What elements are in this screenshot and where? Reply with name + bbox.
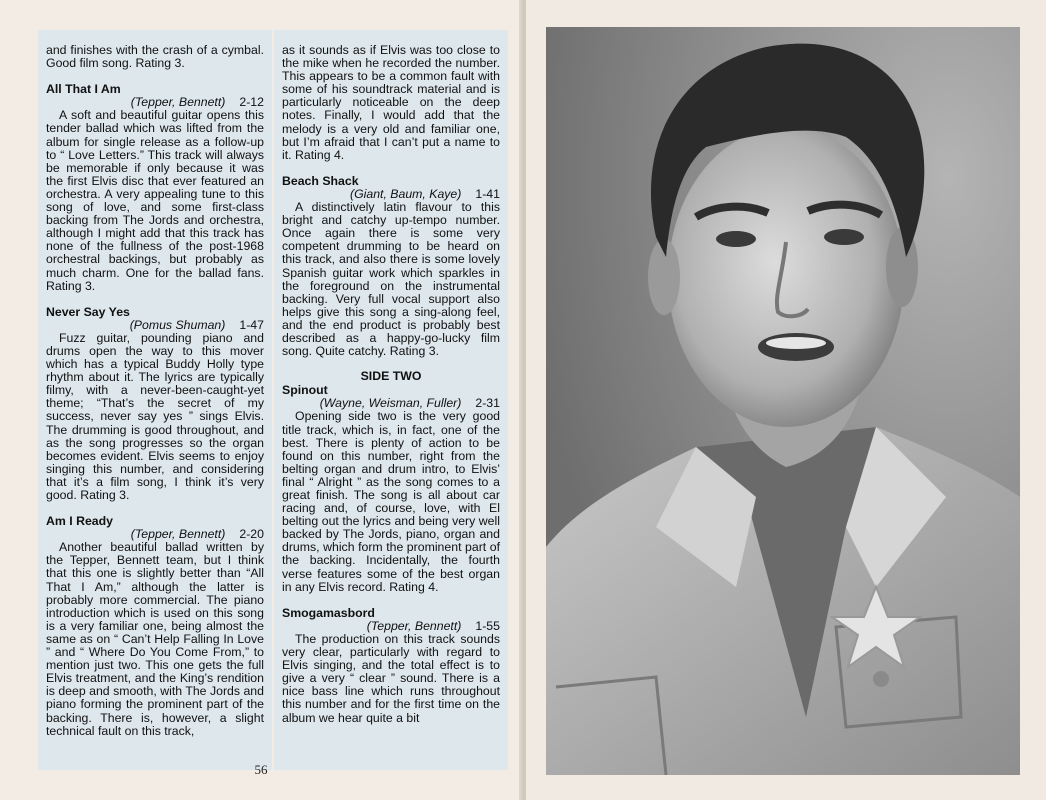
song-writers: (Pomus Shuman)	[129, 317, 226, 332]
song-duration: 1-47	[239, 317, 264, 332]
song-writers: (Tepper, Bennett)	[130, 95, 226, 110]
song-writers: (Tepper, Bennett)	[366, 618, 462, 633]
continued-paragraph: and finishes with the crash of a cymbal. Good film song. Rating 3.	[46, 43, 264, 71]
song-duration: 1-55	[475, 618, 500, 633]
song-duration: 2-12	[239, 95, 264, 110]
song-review: Fuzz guitar, pounding piano and drums open the way to this mover which has a typical Buddy Holly type rhythm about it. The lyrics are typically filmy, with a never-been-caught-yet theme; “That’s the secret of my success, never say yes ” sings Elvis. The drumming is good throughout, and as the song progresses so the organ becomes evident. Elvis seems to enjoy singing this number, and considering that it’s a film song, I think it’s very good. Rating 3.	[46, 330, 264, 502]
song-writers: (Tepper, Bennett)	[130, 527, 226, 542]
song-title-spinout: Spinout	[282, 383, 328, 398]
song-review: The production on this track sounds very clear, particularly with regard to Elvis singing, and the total effect is to give a very “ clear ” sound. There is a nice bass line which runs throughout this number and for the first time on the album we hear quite a bit	[282, 631, 500, 725]
page-number: 56	[254, 762, 268, 777]
song-duration: 2-20	[239, 527, 264, 542]
side-two-heading: SIDE TWO	[360, 369, 422, 384]
song-title-smogamasbord: Smogamasbord	[282, 605, 375, 620]
portrait-photo	[546, 27, 1020, 775]
text-column-right	[274, 30, 508, 770]
text-column-left	[38, 30, 272, 770]
song-title-never-say-yes: Never Say Yes	[46, 304, 130, 319]
song-title-am-i-ready: Am I Ready	[46, 514, 113, 529]
song-credit	[46, 319, 264, 332]
song-review: A distinctively latin flavour to this bright and catchy up-tempo number. Once again there is some very competent drumming to be heard on this track, and also there is some lovely Spanish guitar work which sparkles in the foreground on the instrumental backing. Very full vocal support also helps give this song a sing-along feel, and the end product is probably best described as a happy-go-lucky film song. Quite catchy. Rating 3.	[282, 200, 500, 359]
song-review: Opening side two is the very good title track, which is, in fact, one of the best. There is plenty of action to be found on this number, right from the belting organ and drum intro, to Elvis’ final “ Alright ” as the song comes to a great finish. The song is all about car racing and, of course, love, with El belting out the lyrics and being very well backed by The Jords, piano, organ and drums, which form the prominent part of the backing. Incidentally, the fourth verse features some of the best organ in any Elvis record. Rating 4.	[282, 409, 500, 594]
song-duration: 1-41	[475, 186, 500, 201]
song-title-all-that-i-am: All That I Am	[46, 82, 121, 97]
left-page	[0, 0, 522, 800]
song-credit	[282, 620, 500, 633]
continued-paragraph: as it sounds as if Elvis was too close to the mike when he recorded the number. This appears to be a common fault with some of his soundtrack material and is particularly noticeable on the deep notes. Finally, I would add that the melody is a very old and familiar one, but I’m afraid that I can’t put a name to it. Rating 4.	[282, 43, 500, 162]
song-writers: (Wayne, Weisman, Fuller)	[319, 396, 462, 411]
portrait-illustration	[546, 27, 1020, 775]
song-title-beach-shack: Beach Shack	[282, 173, 359, 188]
song-writers: (Giant, Baum, Kaye)	[349, 186, 462, 201]
song-review: Another beautiful ballad written by the Tepper, Bennett team, but I think that this one is slightly better than “All That I Am,” although the latter is probably more commercial. The piano introduction which is used on this song is a very familiar one, being almost the same as on “ Can’t Help Falling In Love ” and “ Where Do You Come From,” to mention just two. This one gets the full Elvis treatment, and the King’s rendition is deep and smooth, with The Jords and piano forming the prominent part of the backing. There is, however, a slight technical fault on this track,	[46, 540, 264, 738]
song-review: A soft and beautiful guitar opens this tender ballad which was lifted from the album for single release as a follow-up to “ Love Letters.” This track will always be memorable if only because it was the first Elvis disc that ever featured an orchestra. A very appealing tune to this song of love, and some first-class backing from The Jords and orchestra, although I might add that this track has none of the fullness of the post-1968 orchestral backings, but probably as much charm. One for the ballad fans. Rating 3.	[46, 108, 264, 293]
song-duration: 2-31	[475, 396, 500, 411]
